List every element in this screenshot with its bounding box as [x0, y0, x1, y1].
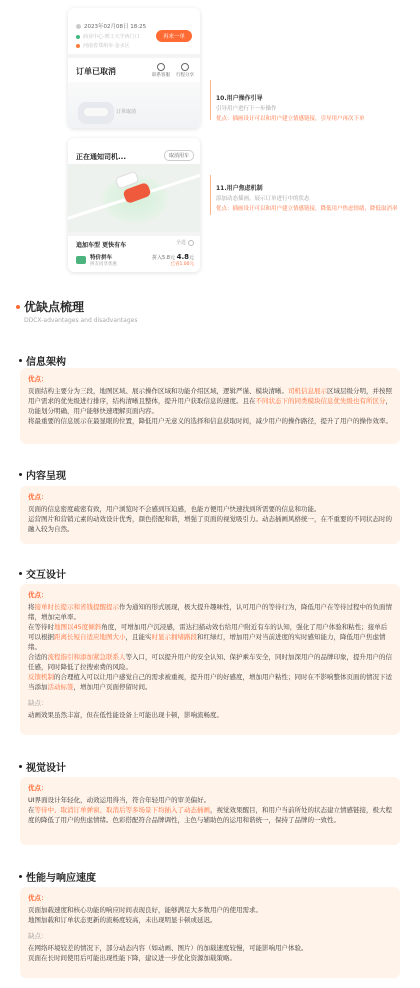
- annotation-note: [216, 204, 416, 212]
- cancel-tip: 订单取消: [116, 109, 137, 115]
- highlight: 流程指引和添加紧急联系人: [47, 653, 126, 661]
- text: ，视觉效果醒目，和用户当前所处的状态建立情感链接，极大程度的降低了用户的焦虑情绪。色彩搭配符合品牌调性，主色与辅助色的运用和谐统一，保持了品牌的一致性。: [28, 806, 392, 824]
- order-status-title: 订单已取消: [76, 67, 116, 76]
- content-pros-box: [20, 486, 400, 544]
- info-pro-para-2: 将最重要的信息展示在最显眼的位置，降低用户无意义的选择和信息获取时间，减少用户的操作路径，提升了用户的操作效率。: [28, 417, 392, 425]
- phone-screen-cancelled: [68, 8, 200, 128]
- contact-service-button[interactable]: [152, 63, 170, 78]
- annotation-line: [210, 175, 211, 215]
- reorder-button[interactable]: 再来一单: [156, 30, 192, 42]
- pros-label: 优点：: [28, 493, 48, 501]
- cons-label: 缺点：: [28, 699, 48, 707]
- text: ，增加用户页面停留时间。: [73, 683, 152, 691]
- contact-service-label: 联系客服: [152, 73, 170, 78]
- highlight: 活动标签: [47, 683, 74, 691]
- inter-pro-para-4: [28, 672, 392, 692]
- highlight: 距离长短自适应地图大小: [54, 633, 126, 641]
- annotation-title: 10.用户操作引导: [216, 95, 263, 102]
- bullet-icon: [19, 473, 22, 476]
- annotation-note-text: 插画设计可以和用户建立情感链接，引导用户再次下单: [232, 116, 365, 122]
- text: 将: [28, 603, 35, 611]
- start-location: 商业中心·理工大学西门口: [83, 34, 140, 40]
- bullet-icon: [19, 572, 22, 575]
- end-location-row: [76, 42, 130, 49]
- performance-box: [20, 887, 400, 978]
- checkbox-icon: [188, 240, 194, 246]
- inter-pro-para-3: [28, 652, 392, 672]
- pros-cons-subtitle: DDCX-advantages and disadvantages: [24, 317, 138, 324]
- annotation-sub: 引导用户进行下一步操作: [216, 106, 277, 112]
- inter-pro-para-1: [28, 602, 392, 622]
- text: 等入口，可以提升用户的安全认知、保护乘车安全，同时加深用户的品牌印象，提升用户的信任感，同时降低了拉搜索费的风险。: [28, 653, 392, 671]
- car-type-icon: [76, 256, 86, 264]
- inter-pro-para-2: [28, 622, 392, 652]
- text: 页面结构主要分为三段，地图区域、展示操作区域和功能介绍区域，逻辑严谨、模块清晰。: [28, 387, 288, 395]
- text: 合适的: [28, 653, 48, 661]
- notifying-title: 正在通知司机...: [76, 153, 126, 161]
- phone-screen-notifying: [68, 138, 200, 272]
- section-title-info: [19, 353, 66, 368]
- section-title-visual: [19, 759, 66, 774]
- content-pro-para-2: 运营图片和营销元素的动效设计优秀，颜色搭配和谐，增强了页面的视觉吸引力。动态插画风格统一，在不重要的不同状态时的融入较为自然。: [28, 515, 392, 533]
- price-prefix: 拼入5.8元: [152, 255, 175, 261]
- section-title-text: 交互设计: [26, 570, 66, 581]
- perf-pro-para-1: 页面加载速度和核心功能的响应时间表现良好，能够满足大多数用户的使用需求。: [28, 906, 262, 914]
- annotation-note-label: 优点：: [216, 206, 233, 212]
- visual-pro-para-1: UI界面设计年轻化，动效运用得当，符合年轻用户的审美偏好。: [28, 796, 211, 804]
- annotation-title: 11.用户焦虑机制: [216, 185, 263, 192]
- price-save: 已省1.00元: [170, 262, 194, 267]
- info-pros-box: [20, 368, 400, 444]
- cons-label: 缺点：: [28, 932, 48, 940]
- car-type-text: [90, 253, 117, 267]
- highlight: 时显示拥堵路段: [151, 633, 197, 641]
- headset-icon: [157, 63, 165, 71]
- text: 和红绿灯，增加用户对当前进度的实时感知能力，降低用户焦虑情绪。: [28, 633, 386, 651]
- car-type-sub: 拼友同享优惠: [90, 262, 117, 267]
- bullet-icon: [19, 359, 22, 362]
- perf-pro-para-2: 地图加载和订单状态更新的流畅度较高，未出现明显卡顿或延迟。: [28, 916, 217, 924]
- info-pro-para-1: [28, 386, 392, 416]
- highlight: 地图以45度倾斜: [54, 623, 102, 631]
- order-actions: [152, 63, 194, 78]
- annotation-note: [216, 114, 416, 122]
- highlight: 不同状态下的同类模块信息优先级也有所区分: [255, 397, 386, 405]
- highlight: 反馈机制: [28, 673, 54, 681]
- bullet-icon: [19, 765, 22, 768]
- pros-cons-title: [16, 298, 137, 315]
- start-dot-icon: [76, 35, 80, 39]
- section-title-performance: [19, 869, 96, 884]
- bullet-dot-icon: [16, 305, 20, 309]
- section-title-text: 性能与响应速度: [26, 873, 96, 884]
- bullet-icon: [19, 875, 22, 878]
- inter-con-para: 动画效果虽然丰富，但在低性能设备上可能出现卡顿，影响流畅度。: [28, 711, 223, 719]
- section-title-content: [19, 467, 66, 482]
- visual-pros-box: [20, 777, 400, 845]
- highlight: 接单时长提示和省钱提醒提示: [34, 603, 119, 611]
- text: 的合理植入可以让用户感觉自己的需求被重视，提升用户的好感度，增加用户粘性；同时在不影响整体页面的情况下适当添加: [28, 673, 392, 691]
- clock-icon: [76, 24, 81, 29]
- perf-con-para-1: 在网络环境较差的情况下，部分动态内容（如动画、图片）的加载速度较慢，可能影响用户体验。: [28, 944, 308, 952]
- start-location-row: [76, 33, 140, 40]
- text: ，功能划分明确，用户能够快速理解页面内容。: [28, 397, 392, 415]
- interaction-box: [20, 584, 400, 735]
- pros-label: 优点：: [28, 591, 48, 599]
- share-trip-label: 行程分享: [176, 73, 194, 78]
- select-all-label: 全选: [175, 240, 186, 246]
- section-title-text: 视觉设计: [26, 763, 66, 774]
- section-title-interaction: [19, 566, 66, 581]
- highlight: 等待中、取消订单弹窗、取消后等多场景下均插入了动态插画: [34, 806, 210, 814]
- radar-map: [68, 164, 200, 232]
- annotation-note-label: 优点：: [216, 116, 233, 122]
- price-unit: 元: [188, 255, 194, 261]
- car-type-item[interactable]: [76, 252, 194, 268]
- annotation-user-guide: [216, 93, 416, 122]
- text: 作为通知的形式展现，极大提升趣味性，认可用户的等待行为，降低用户在等待过程中的负面情绪，增加完单率。: [28, 603, 392, 621]
- car-type-price: [152, 253, 194, 267]
- section-title-text: 信息架构: [26, 357, 66, 368]
- pros-label: 优点：: [28, 894, 48, 902]
- annotation-anxiety-mechanism: [216, 183, 416, 212]
- content-pro-para-1: 页面的信息密度疏密有致，用户浏览时不会感到压迫感，也能方便用户快速找到所需要的信息和功能。: [28, 505, 321, 513]
- annotation-sub: 添加动态插画，展示订单进行中的状态: [216, 196, 310, 202]
- divider: [68, 54, 200, 58]
- price-value: 4.8: [176, 253, 189, 261]
- add-car-title: 追加车型 更快有车: [76, 242, 127, 249]
- divider: [68, 232, 200, 236]
- annotated-screens-area: [0, 0, 420, 280]
- share-icon: [181, 63, 189, 71]
- share-trip-button[interactable]: [176, 63, 194, 78]
- pros-label: 优点：: [28, 784, 48, 792]
- text: ，且能实: [125, 633, 152, 641]
- cancel-illustration-area: [68, 82, 200, 128]
- text: 在等待时: [28, 623, 54, 631]
- highlight: 司机信息展示: [288, 387, 327, 395]
- section-title-text: 内容呈现: [26, 471, 66, 482]
- perf-con-para-2: 页面在长时间使用后可能出现性能下降，建议进一步优化资源加载策略。: [28, 954, 236, 962]
- text: 在: [28, 806, 35, 814]
- end-dot-icon: [76, 44, 80, 48]
- order-time-row: [76, 22, 146, 30]
- text: 区域层级分明，并按照用户需求的优先级进行排序，结构清晰且整体，提升用户获取信息的速度。且在: [28, 387, 392, 405]
- cancel-ride-button[interactable]: 取消用车: [164, 150, 194, 161]
- text: 角度，可增加用户沉浸感，雷达扫描动效右给用户附近有车的认知，强化了用户体验和粘性；接单后可以根据: [28, 623, 388, 641]
- end-location: 河南省郑州市·金水区: [83, 43, 130, 49]
- pros-cons-header: [16, 298, 137, 324]
- annotation-line: [210, 80, 211, 120]
- car-type-name: 特价拼车: [90, 255, 113, 261]
- pros-cons-title-text: 优缺点梳理: [24, 300, 85, 314]
- pros-label: 优点：: [28, 375, 48, 383]
- annotation-note-text: 插画设计可以和用户建立情感链接，降低用户焦虑情绪，降低取消率: [232, 206, 398, 212]
- visual-pro-para-2: [28, 805, 392, 825]
- car-illustration-icon: [78, 102, 114, 124]
- order-time: 2023年02月08日 18:25: [84, 24, 147, 30]
- select-all-option[interactable]: [176, 239, 194, 246]
